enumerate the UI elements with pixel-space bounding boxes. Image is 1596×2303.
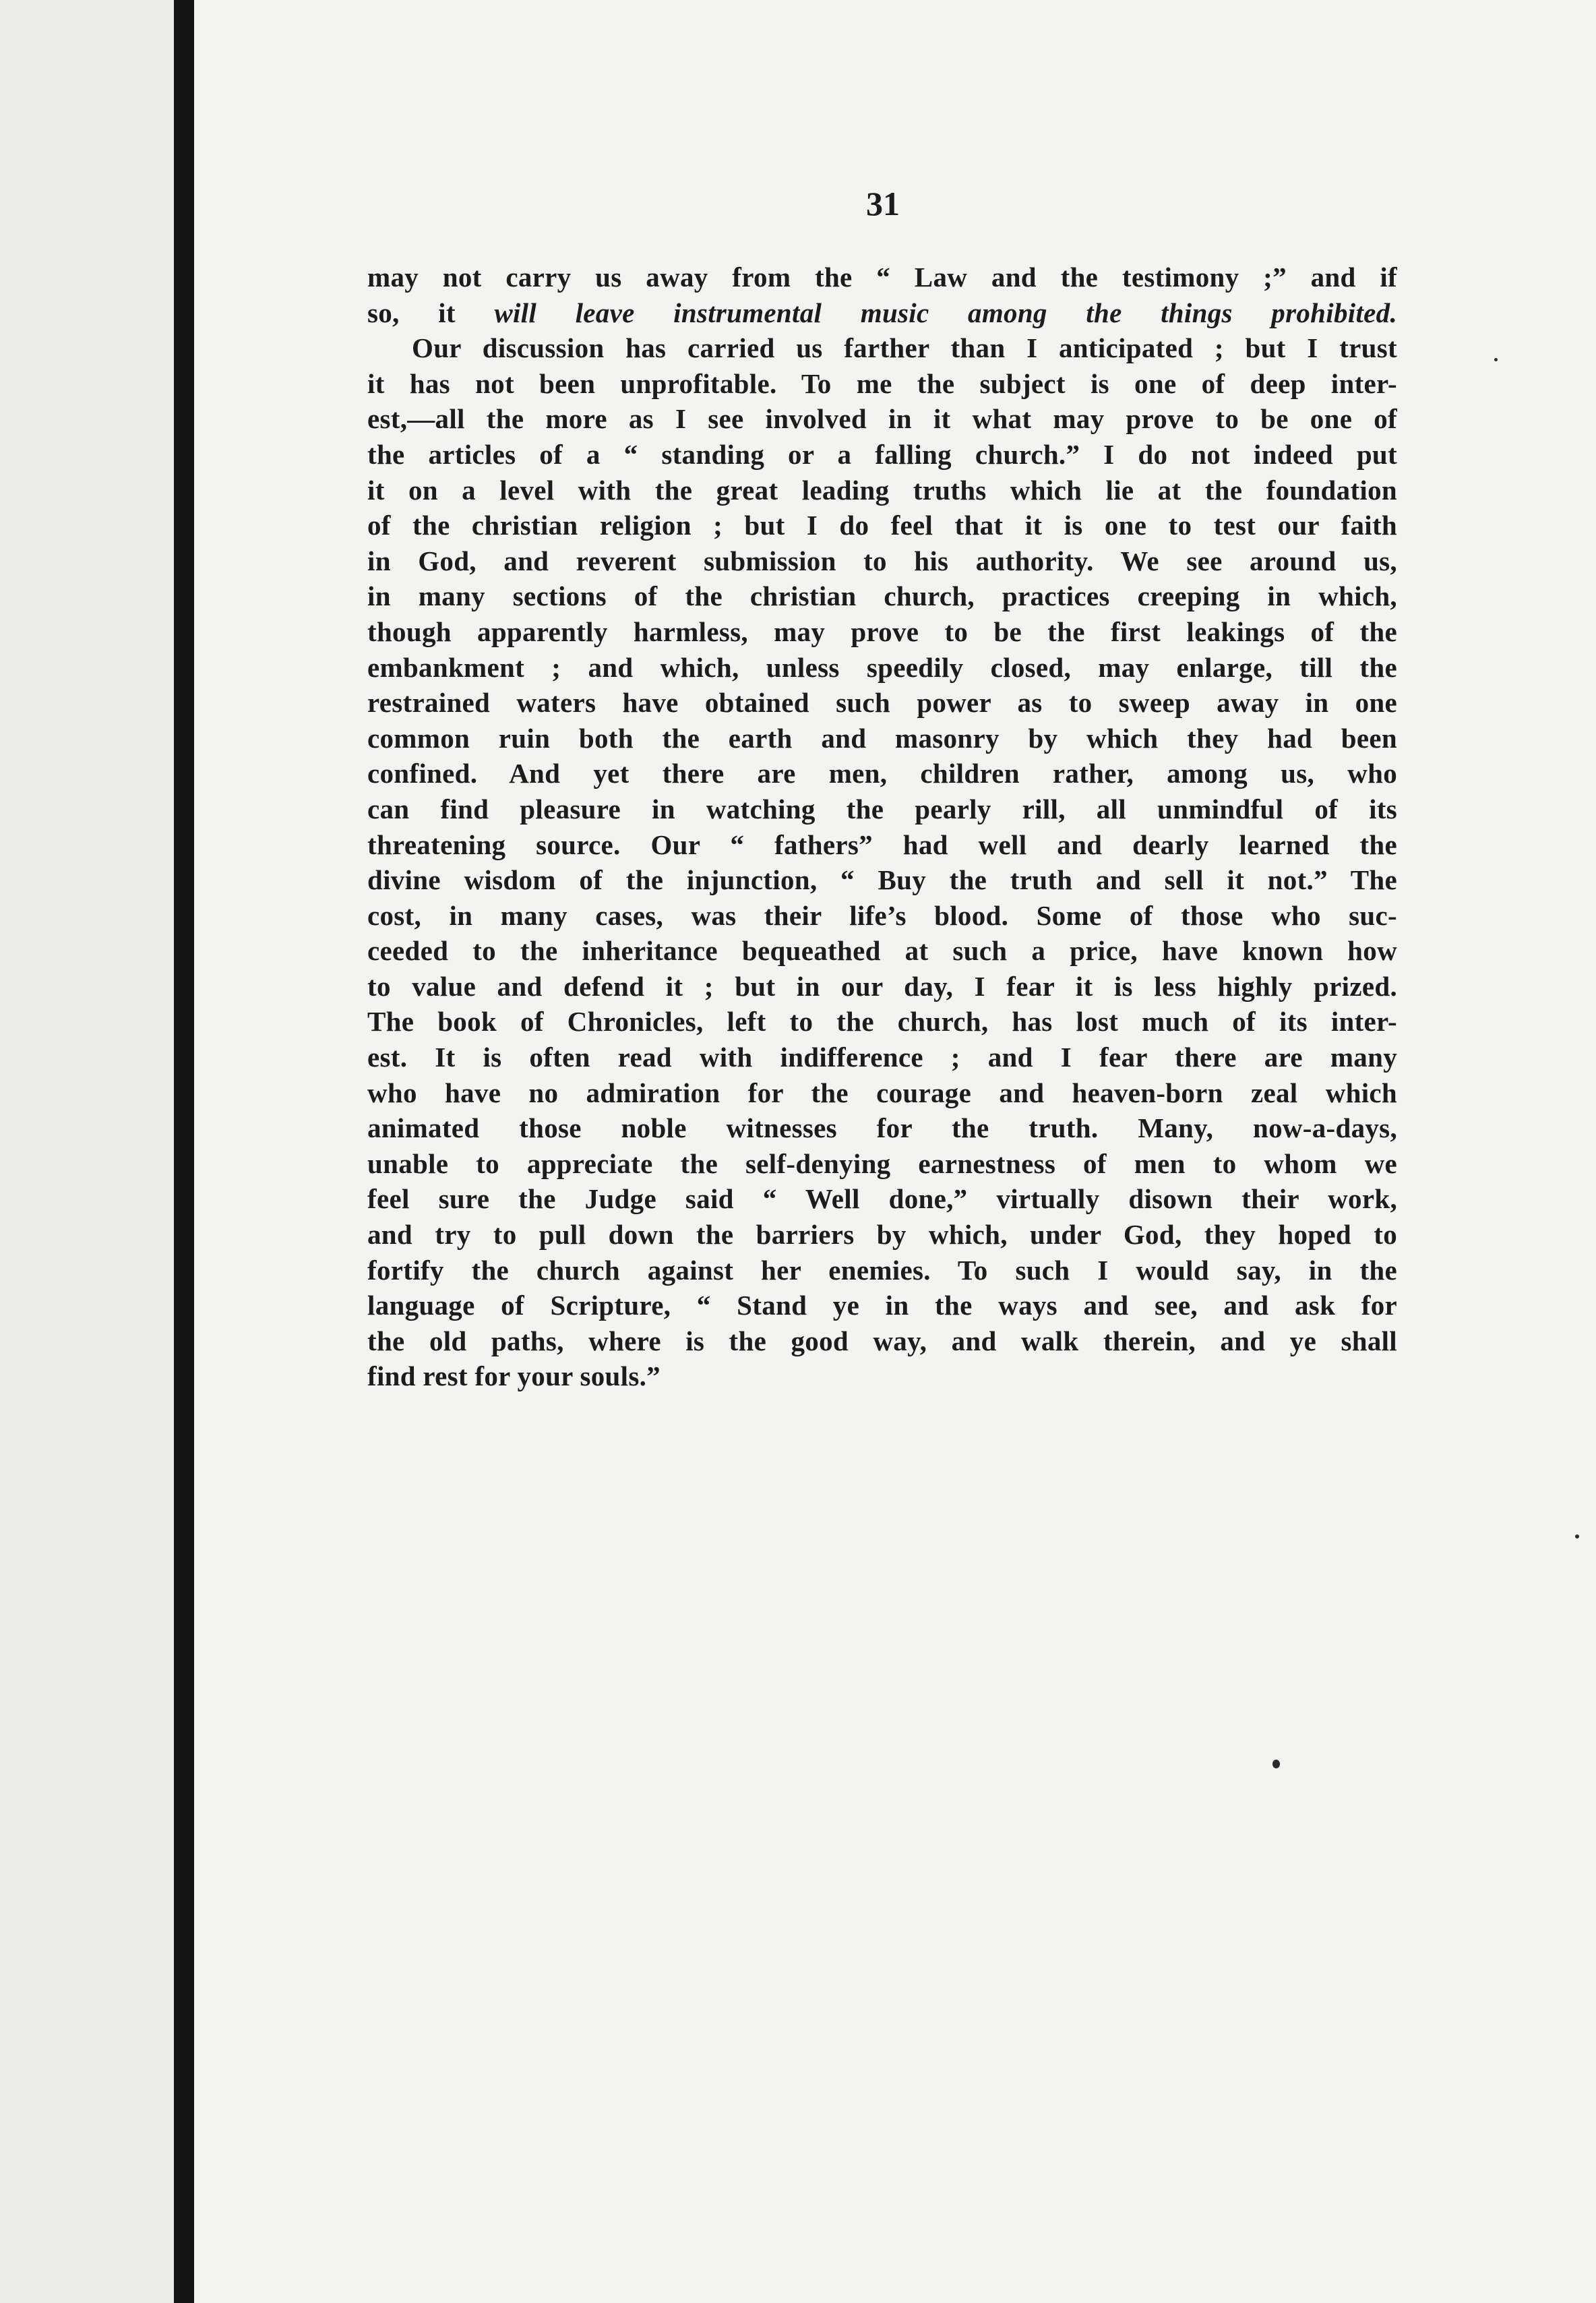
- text-line: the articles of a “ standing or a falling church.” I do not indeed put: [367, 438, 1397, 470]
- text-line: and try to pull down the barriers by which, under God, they hoped to: [367, 1219, 1397, 1251]
- text-line: animated those noble witnesses for the truth. Many, now-a-days,: [367, 1112, 1397, 1144]
- text-line: it has not been unprofitable. To me the subject is one of deep inter-: [367, 367, 1397, 399]
- text-line-italic: will leave instrumental music among the things prohibited.: [494, 297, 1397, 328]
- text-line: divine wisdom of the injunction, “ Buy the truth and sell it not.” The: [367, 864, 1397, 896]
- text-line: threatening source. Our “ fathers” had well and dearly learned the: [367, 829, 1397, 860]
- text-line: in God, and reverent submission to his authority. We see around us,: [367, 545, 1397, 576]
- text-line: who have no admiration for the courage and heaven-born zeal which: [367, 1077, 1397, 1108]
- body-text: [367, 260, 1397, 1394]
- text-line: [367, 295, 1397, 331]
- text-line: common ruin both the earth and masonry by which they had been: [367, 722, 1397, 754]
- text-line: it on a level with the great leading truths which lie at the foundation: [367, 474, 1397, 506]
- text-line: though apparently harmless, may prove to be the first leakings of the: [367, 616, 1397, 647]
- text-line-plain: so, it: [367, 297, 495, 328]
- text-line: est,—all the more as I see involved in it what may prove to be one of: [367, 403, 1397, 435]
- text-line: restrained waters have obtained such power as to sweep away in one: [367, 687, 1397, 719]
- text-line: can find pleasure in watching the pearly rill, all unmindful of its: [367, 793, 1397, 825]
- text-line: find rest for your souls.”: [367, 1360, 661, 1392]
- ink-speck: [1575, 1534, 1579, 1538]
- text-line: of the christian religion ; but I do feel that it is one to test our faith: [367, 510, 1397, 541]
- ink-speck: [1494, 358, 1498, 361]
- book-spine-shadow: [174, 0, 194, 2303]
- ink-speck: [1272, 1760, 1280, 1768]
- text-line: to value and defend it ; but in our day, I fear it is less highly prized.: [367, 970, 1397, 1002]
- text-line: confined. And yet there are men, children rather, among us, who: [367, 758, 1397, 789]
- text-line: ceeded to the inheritance bequeathed at such a price, have known how: [367, 935, 1397, 967]
- text-line: cost, in many cases, was their life’s blood. Some of those who suc-: [367, 899, 1397, 931]
- text-line: may not carry us away from the “ Law and the testimony ;” and if: [367, 262, 1397, 293]
- facing-page-edge: [0, 0, 174, 2303]
- page-number: 31: [866, 185, 900, 222]
- text-line: fortify the church against her enemies. To such I would say, in the: [367, 1254, 1397, 1286]
- text-line: unable to appreciate the self-denying earnestness of men to whom we: [367, 1147, 1397, 1179]
- text-line: in many sections of the christian church, practices creeping in which,: [367, 580, 1397, 612]
- text-line: Our discussion has carried us farther than I anticipated ; but I trust: [412, 332, 1397, 364]
- text-line: the old paths, where is the good way, and walk therein, and ye shall: [367, 1325, 1397, 1356]
- text-line: embankment ; and which, unless speedily closed, may enlarge, till the: [367, 651, 1397, 683]
- text-line: The book of Chronicles, left to the church, has lost much of its inter-: [367, 1006, 1397, 1038]
- text-line: est. It is often read with indifference ; and I fear there are many: [367, 1042, 1397, 1073]
- text-line: feel sure the Judge said “ Well done,” virtually disown their work,: [367, 1183, 1397, 1215]
- text-line: language of Scripture, “ Stand ye in the ways and see, and ask for: [367, 1290, 1397, 1321]
